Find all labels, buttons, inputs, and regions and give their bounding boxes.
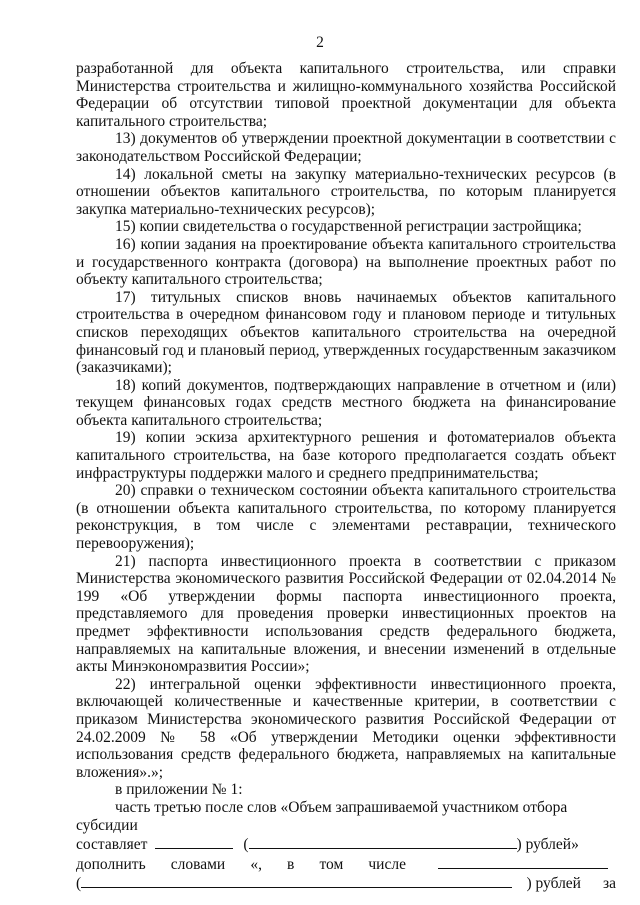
form-line-amount	[76, 834, 616, 854]
paragraph-item-18: 18) копий документов, подтверждающих направление в отчетном и (или) текущем финансовых годах средств местного бюджета на финансирование объекта капитального строительства;	[76, 376, 616, 429]
paragraph-item-20: 20) справки о техническом состоянии объекта капитального строительства (в отношении объекта капитального строительства, по которому планируется реконструкция, в том числе с элементами реставрации, технического перевооружения);	[76, 482, 616, 553]
form-tail-rubley: ) рублей»	[516, 836, 579, 854]
document-body	[76, 60, 616, 893]
form-word-sostavlyaet: составляет	[76, 836, 148, 854]
form-word-1: дополнить	[76, 855, 146, 873]
paragraph-appendix-1: в приложении № 1:	[115, 781, 243, 799]
form-word-za: за	[602, 875, 616, 893]
form-word-2: словами	[170, 855, 226, 873]
page-number: 2	[316, 34, 324, 51]
form-word-4: в	[287, 855, 295, 873]
paragraph-item-15: 15) копии свидетельства о государственной регистрации застройщика;	[115, 218, 582, 236]
paragraph-item-19: 19) копии эскиза архитектурного решения и фотоматериалов объекта капитального строительства, на базе которого предполагается создать объект инфраструктуры поддержки малого и среднего предпринимательства;	[76, 429, 616, 482]
form-line-supplement	[76, 854, 616, 874]
form-paren-open-2: (	[76, 875, 82, 893]
form-line-including-words	[76, 873, 616, 893]
form-word-3: «,	[250, 855, 262, 873]
paragraph-item-22: 22) интегральной оценки эффективности инвестиционного проекта, включающей количественные и качественные критерии, в соответствии с приказом Министерства экономического развития Российской Федерации от 24.02.2009 № 58 «Об утверждении Методики оценки эффективности использования средств федерального бюджета, направляемых на капитальные вложения».»;	[76, 675, 616, 781]
paragraph-item-14: 14) локальной сметы на закупку материально-технических ресурсов (в отношении объектов капитального строительства, по которым планируется закупка материально-технических ресурсов);	[76, 165, 616, 218]
form-supplement-words	[76, 856, 406, 874]
form-word-6: числе	[368, 855, 406, 873]
form-rubley: ) рублей	[526, 875, 581, 893]
blank-amount-words	[249, 834, 517, 849]
form-word-5: том	[319, 855, 344, 873]
paragraph-part-three: часть третью после слов «Объем запрашиваемой участником отбора субсидии	[76, 798, 568, 834]
paragraph-continuation: разработанной для объекта капитального строительства, или справки Министерства строительства и жилищно-коммунального хозяйства Российской Федерации об отсутствии типовой проектной документации для объекта капитального строительства;	[76, 60, 616, 130]
form-paren-open: (	[243, 836, 249, 854]
paragraph-item-16: 16) копии задания на проектирование объекта капитального строительства и государственного контракта (договора) на выполнение проектных работ по объекту капитального строительства;	[76, 235, 616, 289]
paragraph-item-17: 17) титульных списков вновь начинаемых объектов капитального строительства в очередном финансовом году и плановом периоде и титульных списков переходящих объектов капитального строительства на очередной финансовый год и плановый период, утвержденных государственным заказчиком (заказчиками);	[76, 288, 616, 377]
blank-including-digits	[438, 854, 608, 869]
blank-including-words	[81, 873, 512, 888]
paragraph-item-21: 21) паспорта инвестиционного проекта в соответствии с приказом Министерства экономического развития Российской Федерации от 02.04.2014 № 199 «Об утверждении формы паспорта инвестиционного проекта, представляемого для проведения проверки инвестиционных проектов на предмет эффективности использования средств федерального бюджета, направляемых на капитальные вложения, и внесении изменений в отдельные акты Минэкономразвития России»;	[76, 552, 616, 676]
blank-amount-digits	[155, 834, 233, 849]
paragraph-item-13: 13) документов об утверждении проектной документации в соответствии с законодательством Российской Федерации;	[76, 130, 616, 165]
